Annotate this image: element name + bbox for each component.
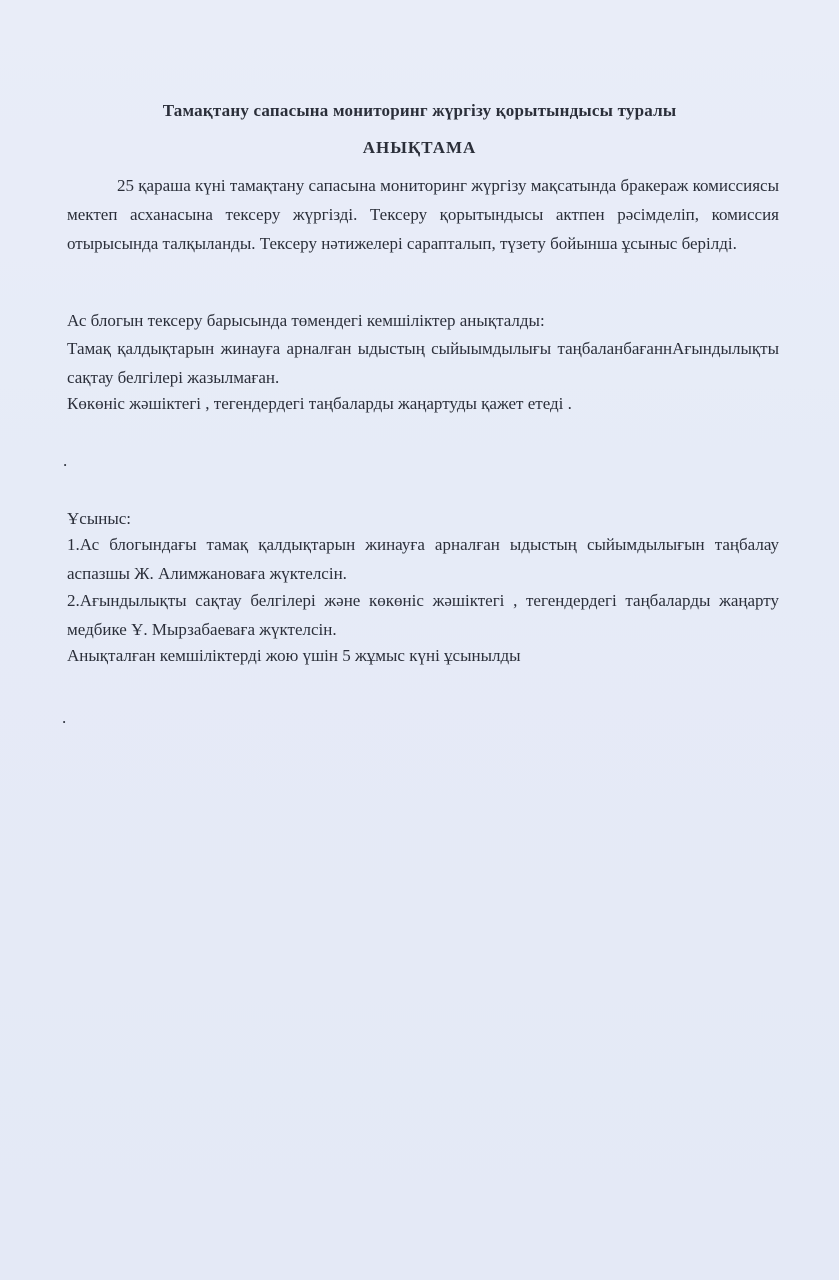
findings-heading: Ас блогын тексеру барысында төмендегі кемшіліктер анықталды:	[67, 311, 545, 330]
stray-mark: .	[62, 708, 67, 727]
recommendation-item: 2.Ағындылықты сақтау белгілері және көкөніс жәшіктегі , тегендердегі таңбаларды жаңарту медбике Ұ. Мырзабаеваға жүктелсін.	[67, 591, 779, 639]
deadline-text: Анықталған кемшіліктерді жою үшін 5 жұмыс күні ұсынылды	[67, 646, 521, 665]
document-title: Тамақтану сапасына мониторинг жүргізу қорытындысы туралы	[162, 101, 677, 120]
finding-item: Көкөніс жәшіктегі , тегендердегі таңбаларды жаңартуды қажет етеді .	[67, 394, 572, 413]
document-subtitle: АНЫҚТАМА	[362, 138, 477, 157]
intro-paragraph: 25 қараша күні тамақтану сапасына мониторинг жүргізу мақсатында бракераж комиссиясы мектеп асханасына тексеру жүргізді. Тексеру қорытындысы актпен рәсімделіп, комиссия отырысында талқыланды. Тексеру нәтижелері сарапталып, түзету бойынша ұсыныс берілді.	[67, 176, 779, 253]
stray-mark: .	[63, 451, 68, 470]
recommendations-heading: Ұсыныс:	[67, 509, 132, 528]
recommendation-item: 1.Ас блогындағы тамақ қалдықтарын жинауға арналған ыдыстың сыйымдылығын таңбалау аспазшы Ж. Алимжановаға жүктелсін.	[67, 535, 779, 583]
finding-item: Тамақ қалдықтарын жинауға арналған ыдыстың сыйыымдылығы таңбаланбағаннАғындылықты сақтау белгілері жазылмаған.	[67, 339, 779, 387]
